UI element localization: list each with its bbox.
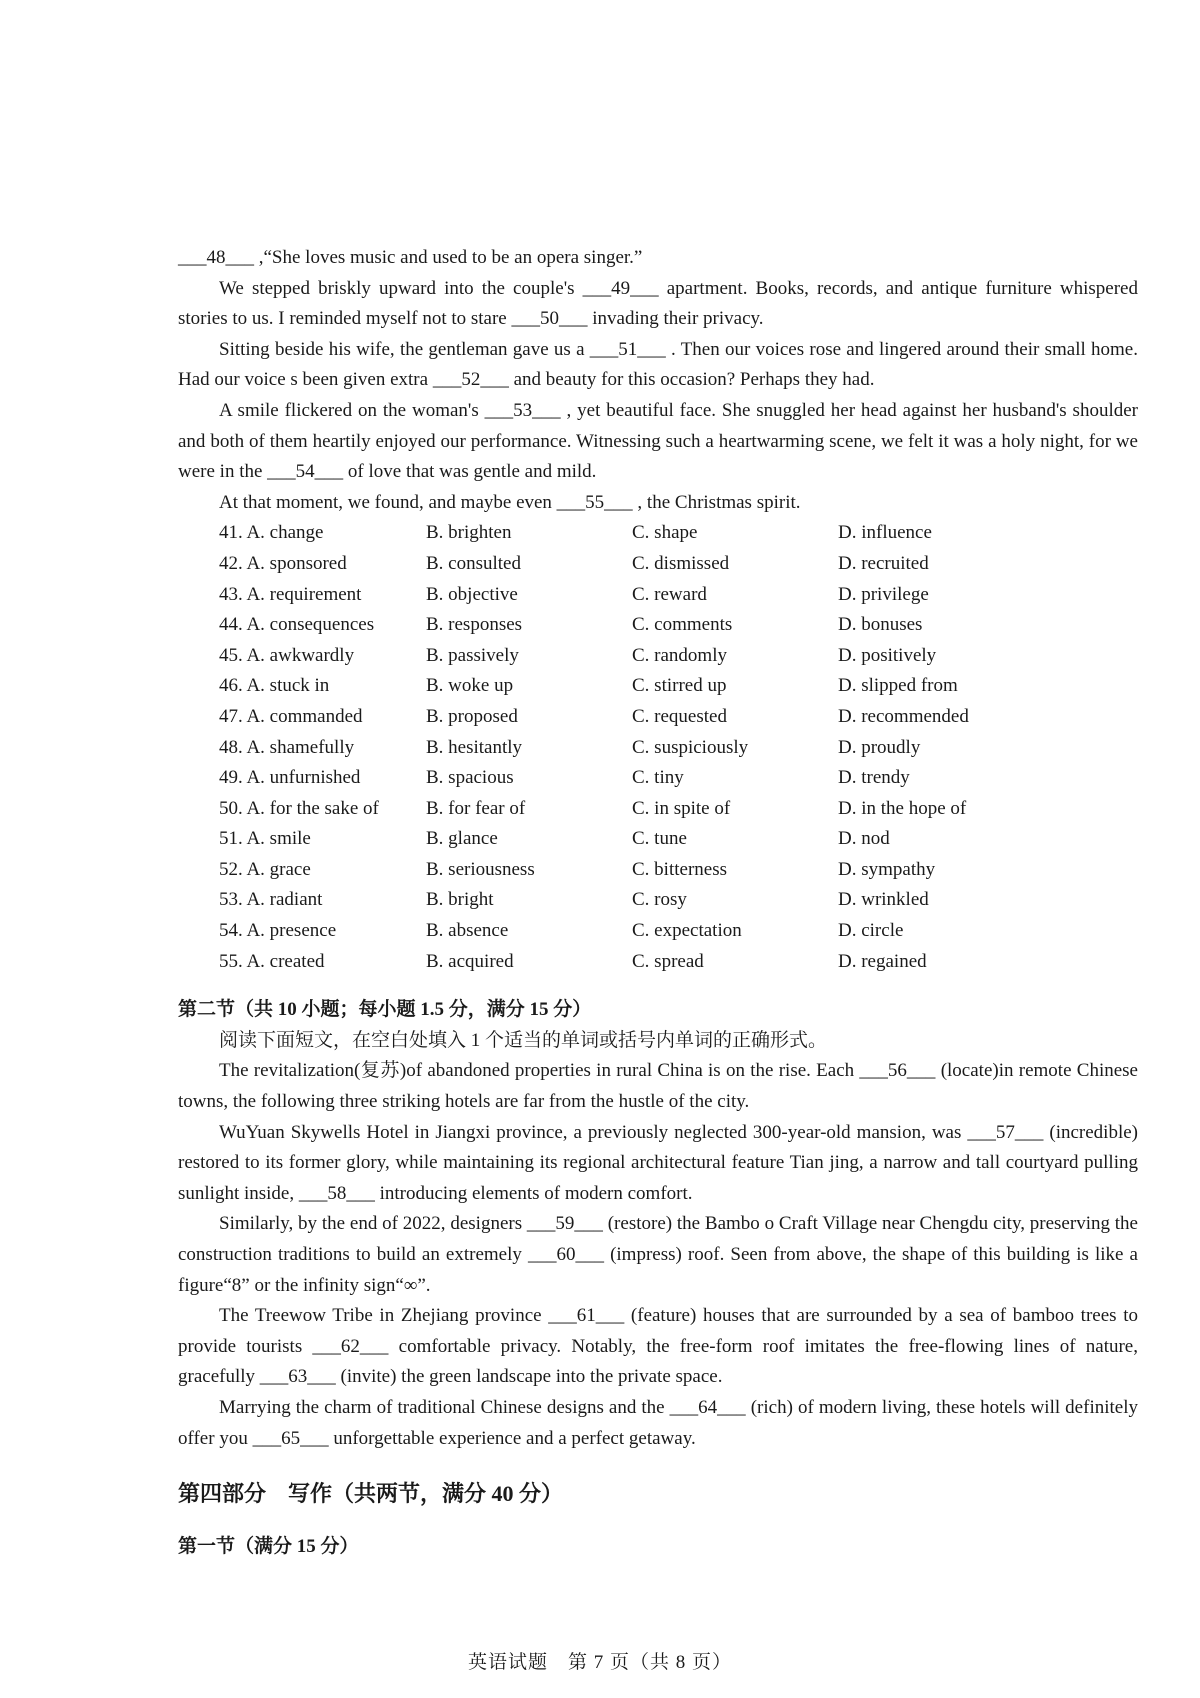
section2-paragraph-2: WuYuan Skywells Hotel in Jiangxi province, a previously neglected 300-year-old mansion, was ___57___ (incredible) restored to its former glory, while maintaining its regional architectural feature Tian jing, a narrow and tall courtyard pulling sunlight inside, ___58___ introducing elements of modern comfort. [178, 1121, 1138, 1204]
option-d: D. privilege [838, 583, 929, 605]
option-b: B. passively [426, 644, 519, 666]
question-number: 52. [219, 858, 243, 880]
option-row [178, 763, 1138, 794]
option-b: B. consulted [426, 552, 521, 574]
options-list [178, 518, 1138, 977]
question-number: 45. [219, 644, 243, 666]
question-number: 48. [219, 736, 243, 758]
option-c: C. in spite of [632, 797, 731, 819]
option-d: D. regained [838, 950, 927, 972]
option-b: B. acquired [426, 950, 514, 972]
option-d: D. positively [838, 644, 937, 666]
option-a-text: A. grace [246, 858, 311, 880]
option-c: C. tiny [632, 767, 684, 789]
section2-passage [178, 1056, 1138, 1454]
option-row [178, 885, 1138, 916]
option-row [178, 518, 1138, 549]
option-a [219, 549, 426, 580]
option-indent [178, 885, 219, 916]
option-row [178, 641, 1138, 672]
passage-paragraph-3: Sitting beside his wife, the gentleman gave us a ___51___ . Then our voices rose and lingered around their small home. Had our voice s been given extra ___52___ and beauty for this occasion? Perhaps they had. [178, 338, 1138, 391]
option-c: C. suspiciously [632, 736, 749, 758]
option-b: B. bright [426, 889, 494, 911]
option-d: D. proudly [838, 736, 921, 758]
option-indent [178, 549, 219, 580]
passage-paragraph-5: At that moment, we found, and maybe even ___55___ , the Christmas spirit. [219, 491, 801, 513]
option-indent [178, 671, 219, 702]
question-number: 46. [219, 675, 243, 697]
option-d: D. in the hope of [838, 797, 967, 819]
option-a [219, 824, 426, 855]
option-a [219, 794, 426, 825]
option-d: D. nod [838, 828, 890, 850]
passage-paragraph-4: A smile flickered on the woman's ___53___ , yet beautiful face. She snuggled her head against her husband's shoulder and both of them heartily enjoyed our performance. Witnessing such a heartwarming scene, we felt it was a holy night, for we were in the ___54___ of love that was gentle and mild. [178, 399, 1138, 483]
question-number: 42. [219, 552, 243, 574]
option-b: B. responses [426, 614, 523, 636]
option-indent [178, 855, 219, 886]
option-a [219, 733, 426, 764]
option-indent [178, 641, 219, 672]
question-number: 51. [219, 828, 243, 850]
option-c: C. shape [632, 522, 698, 544]
cloze-passage [178, 243, 1138, 518]
part4-heading: 第四部分 写作（共两节，满分 40 分） [178, 1481, 564, 1507]
option-b: B. for fear of [426, 797, 526, 819]
option-b: B. woke up [426, 675, 514, 697]
section2-paragraph-1: The revitalization(复苏)of abandoned properties in rural China is on the rise. Each ___56___ (locate)in remote Chinese towns, the following three striking hotels are far from the hustle of the city. [178, 1060, 1138, 1113]
question-number: 41. [219, 522, 243, 544]
question-number: 43. [219, 583, 243, 605]
option-c: C. stirred up [632, 675, 727, 697]
option-a [219, 641, 426, 672]
option-c: C. reward [632, 583, 707, 605]
section2-paragraph-5: Marrying the charm of traditional Chinese designs and the ___64___ (rich) of modern living, these hotels will definitely offer you ___65___ unforgettable experience and a perfect getaway. [178, 1396, 1138, 1449]
option-a-text: A. stuck in [246, 675, 330, 697]
option-a [219, 763, 426, 794]
option-a-text: A. awkwardly [246, 644, 355, 666]
option-d: D. recruited [838, 552, 929, 574]
option-row [178, 855, 1138, 886]
section2-paragraph-4: The Treewow Tribe in Zhejiang province ___61___ (feature) houses that are surrounded by a sea of bamboo trees to provide tourists ___62___ comfortable privacy. Notably, the free-form roof imitates the free-flowing lines of nature, gracefully ___63___ (invite) the green landscape into the private space. [178, 1305, 1138, 1388]
option-indent [178, 763, 219, 794]
option-a [219, 671, 426, 702]
option-indent [178, 733, 219, 764]
option-indent [178, 824, 219, 855]
option-a-text: A. change [246, 522, 324, 544]
option-a [219, 885, 426, 916]
option-a [219, 702, 426, 733]
option-b: B. glance [426, 828, 498, 850]
option-row [178, 794, 1138, 825]
option-b: B. proposed [426, 705, 518, 727]
option-a-text: A. requirement [246, 583, 362, 605]
option-a-text: A. radiant [246, 889, 323, 911]
option-indent [178, 580, 219, 611]
option-a-text: A. created [246, 950, 325, 972]
option-a-text: A. commanded [246, 705, 363, 727]
question-number: 47. [219, 705, 243, 727]
option-c: C. tune [632, 828, 687, 850]
option-c: C. comments [632, 614, 733, 636]
option-c: C. dismissed [632, 552, 730, 574]
option-row [178, 671, 1138, 702]
option-d: D. sympathy [838, 858, 936, 880]
option-d: D. slipped from [838, 675, 958, 697]
section2-heading: 第二节（共 10 小题；每小题 1.5 分，满分 15 分） [178, 999, 592, 1021]
option-a-text: A. presence [246, 920, 337, 942]
section2-paragraph-3: Similarly, by the end of 2022, designers ___59___ (restore) the Bambo o Craft Village near Chengdu city, preserving the construction traditions to build an extremely ___60___ (impress) roof. Seen from above, the shape of this building is like a figure“8” or the infinity sign“∞”. [178, 1213, 1138, 1296]
option-a [219, 518, 426, 549]
page-footer: 英语试题 第 7 页（共 8 页） [467, 1652, 732, 1673]
option-a [219, 855, 426, 886]
part4-section1-heading: 第一节（满分 15 分） [178, 1536, 359, 1558]
option-b: B. absence [426, 920, 509, 942]
option-indent [178, 610, 219, 641]
option-a-text: A. shamefully [246, 736, 355, 758]
option-c: C. spread [632, 950, 704, 972]
option-row [178, 702, 1138, 733]
question-number: 49. [219, 767, 243, 789]
option-c: C. expectation [632, 920, 742, 942]
option-row [178, 549, 1138, 580]
option-row [178, 916, 1138, 947]
option-indent [178, 916, 219, 947]
exam-page [178, 243, 1138, 1562]
option-b: B. brighten [426, 522, 512, 544]
option-c: C. requested [632, 705, 727, 727]
option-b: B. objective [426, 583, 518, 605]
option-d: D. bonuses [838, 614, 923, 636]
option-a [219, 947, 426, 978]
option-b: B. seriousness [426, 858, 535, 880]
option-a [219, 610, 426, 641]
question-number: 44. [219, 614, 243, 636]
option-b: B. spacious [426, 767, 514, 789]
question-number: 54. [219, 920, 243, 942]
option-row [178, 947, 1138, 978]
option-a [219, 916, 426, 947]
option-d: D. trendy [838, 767, 910, 789]
option-indent [178, 702, 219, 733]
option-a-text: A. unfurnished [246, 767, 361, 789]
option-indent [178, 794, 219, 825]
option-d: D. circle [838, 920, 904, 942]
question-number: 55. [219, 950, 243, 972]
option-row [178, 733, 1138, 764]
option-a-text: A. consequences [246, 614, 375, 636]
option-b: B. hesitantly [426, 736, 523, 758]
option-a-text: A. for the sake of [246, 797, 379, 819]
option-d: D. influence [838, 522, 932, 544]
option-c: C. randomly [632, 644, 727, 666]
passage-line-1: ___48___ ,“She loves music and used to be an opera singer.” [178, 247, 643, 268]
option-indent [178, 518, 219, 549]
option-a-text: A. smile [246, 828, 311, 850]
option-d: D. wrinkled [838, 889, 929, 911]
option-a [219, 580, 426, 611]
option-indent [178, 947, 219, 978]
passage-paragraph-2: We stepped briskly upward into the couple's ___49___ apartment. Books, records, and antique furniture whispered stories to us. I reminded myself not to stare ___50___ invading their privacy. [178, 277, 1138, 330]
option-a-text: A. sponsored [246, 552, 347, 574]
option-row [178, 610, 1138, 641]
option-c: C. bitterness [632, 858, 727, 880]
question-number: 53. [219, 889, 243, 911]
option-c: C. rosy [632, 889, 687, 911]
section2-instruction: 阅读下面短文，在空白处填入 1 个适当的单词或括号内单词的正确形式。 [219, 1029, 828, 1051]
option-row [178, 824, 1138, 855]
option-d: D. recommended [838, 705, 969, 727]
option-row [178, 580, 1138, 611]
question-number: 50. [219, 797, 243, 819]
